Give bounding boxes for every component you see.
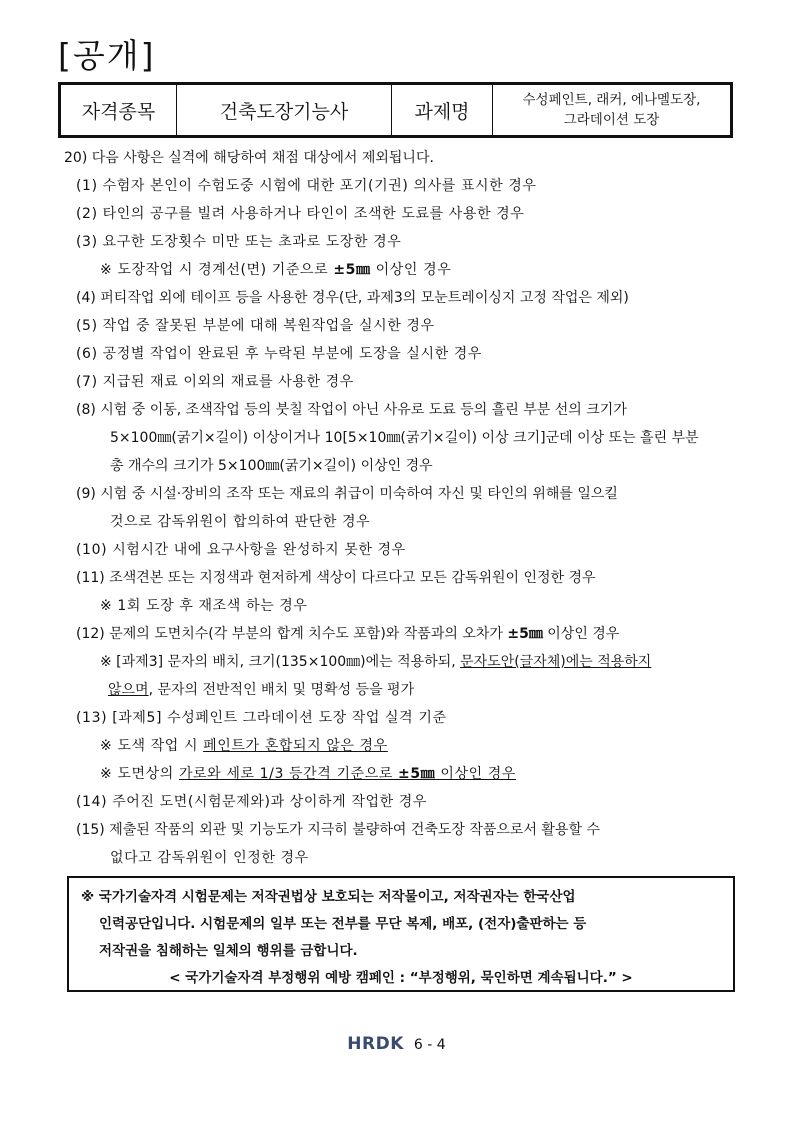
task-value-line1: 수성페인트, 래커, 에나멜도장, <box>522 92 701 108</box>
qualification-value: 건축도장기능사 <box>177 84 392 137</box>
list-item: (11) 조색견본 또는 지정색과 현저하게 색상이 다르다고 모든 감독위원이 인정한 경우 <box>76 570 596 586</box>
campaign-line: < 국가기술자격 부정행위 예방 캠페인 : “부정행위, 묵인하면 계속됩니다.” > <box>169 970 633 986</box>
list-note: ※ 도색 작업 시 페인트가 혼합되지 않은 경우 <box>100 738 388 754</box>
list-item-cont: 없다고 감독위원이 인정한 경우 <box>110 850 309 866</box>
list-item: (7) 지급된 재료 이외의 재료를 사용한 경우 <box>76 374 354 390</box>
notice-line: 저작권을 침해하는 일체의 행위를 금합니다. <box>99 943 358 959</box>
list-note-cont: 않으며, 문자의 전반적인 배치 및 명확성 등을 평가 <box>108 682 415 698</box>
hrdk-logo: HRDK <box>347 1034 404 1054</box>
list-item: (12) 문제의 도면치수(각 부분의 합계 치수도 포함)와 작품과의 오차가 ±5㎜ 이상인 경우 <box>76 626 620 642</box>
list-item-cont: 총 개수의 크기가 5×100㎜(굵기×길이) 이상인 경우 <box>110 458 433 474</box>
list-item: (10) 시험시간 내에 요구사항을 완성하지 못한 경우 <box>76 542 406 558</box>
qualification-label: 자격종목 <box>60 84 177 137</box>
list-item: (4) 퍼티작업 외에 테이프 등을 사용한 경우(단, 과제3의 모눈트레이싱지 고정 작업은 제외) <box>76 290 629 306</box>
list-note: ※ 도면상의 가로와 세로 1/3 등간격 기준으로 ±5㎜ 이상인 경우 <box>100 766 517 782</box>
list-item: (13) [과제5] 수성페인트 그라데이션 도장 작업 실격 기준 <box>76 710 447 726</box>
disqualification-list <box>64 144 744 872</box>
page-footer <box>0 1034 793 1054</box>
page-number: 6 - 4 <box>413 1037 446 1053</box>
notice-line: 인력공단입니다. 시험문제의 일부 또는 전부를 무단 복제, 배포, (전자)출판하는 등 <box>99 916 587 932</box>
list-item-cont: 것으로 감독위원이 합의하여 판단한 경우 <box>110 514 371 530</box>
list-item: (9) 시험 중 시설·장비의 조작 또는 재료의 취급이 미숙하여 자신 및 타인의 위해를 일으킬 <box>76 486 618 502</box>
list-item: (2) 타인의 공구를 빌려 사용하거나 타인이 조색한 도료를 사용한 경우 <box>76 206 525 222</box>
list-intro: 20) 다음 사항은 실격에 해당하여 채점 대상에서 제외됩니다. <box>64 150 434 166</box>
list-item: (3) 요구한 도장횟수 미만 또는 초과로 도장한 경우 <box>76 234 402 250</box>
list-note: ※ [과제3] 문자의 배치, 크기(135×100㎜)에는 적용하되, 문자도안(글자체)에는 적용하지 <box>100 654 652 670</box>
list-item: (6) 공정별 작업이 완료된 후 누락된 부분에 도장을 실시한 경우 <box>76 346 483 362</box>
list-item: (15) 제출된 작품의 외관 및 기능도가 지극히 불량하여 건축도장 작품으로서 활용할 수 <box>76 822 600 838</box>
task-value <box>493 84 732 137</box>
notice-line: ※ 국가기술자격 시험문제는 저작권법상 보호되는 저작물이고, 저작권자는 한국산업 <box>81 889 576 905</box>
task-label: 과제명 <box>392 84 493 137</box>
list-item-cont: 5×100㎜(굵기×길이) 이상이거나 10[5×10㎜(굵기×길이) 이상 크기]군데 이상 또는 흘린 부분 <box>110 430 699 446</box>
list-item: (8) 시험 중 이동, 조색작업 등의 붓칠 작업이 아닌 사유로 도료 등의 흘린 부분 선의 크기가 <box>76 402 627 418</box>
copyright-notice <box>67 876 735 992</box>
list-note: ※ 1회 도장 후 재조색 하는 경우 <box>100 598 308 614</box>
list-note: ※ 도장작업 시 경계선(면) 기준으로 ±5㎜ 이상인 경우 <box>100 262 452 278</box>
list-item: (5) 작업 중 잘못된 부분에 대해 복원작업을 실시한 경우 <box>76 318 435 334</box>
task-value-line2: 그라데이션 도장 <box>563 112 660 128</box>
list-item: (14) 주어진 도면(시험문제와)과 상이하게 작업한 경우 <box>76 794 427 810</box>
disclosure-tag: [공개] <box>58 36 156 75</box>
list-item: (1) 수험자 본인이 수험도중 시험에 대한 포기(기권) 의사를 표시한 경우 <box>76 178 537 194</box>
exam-info-table <box>58 82 733 138</box>
